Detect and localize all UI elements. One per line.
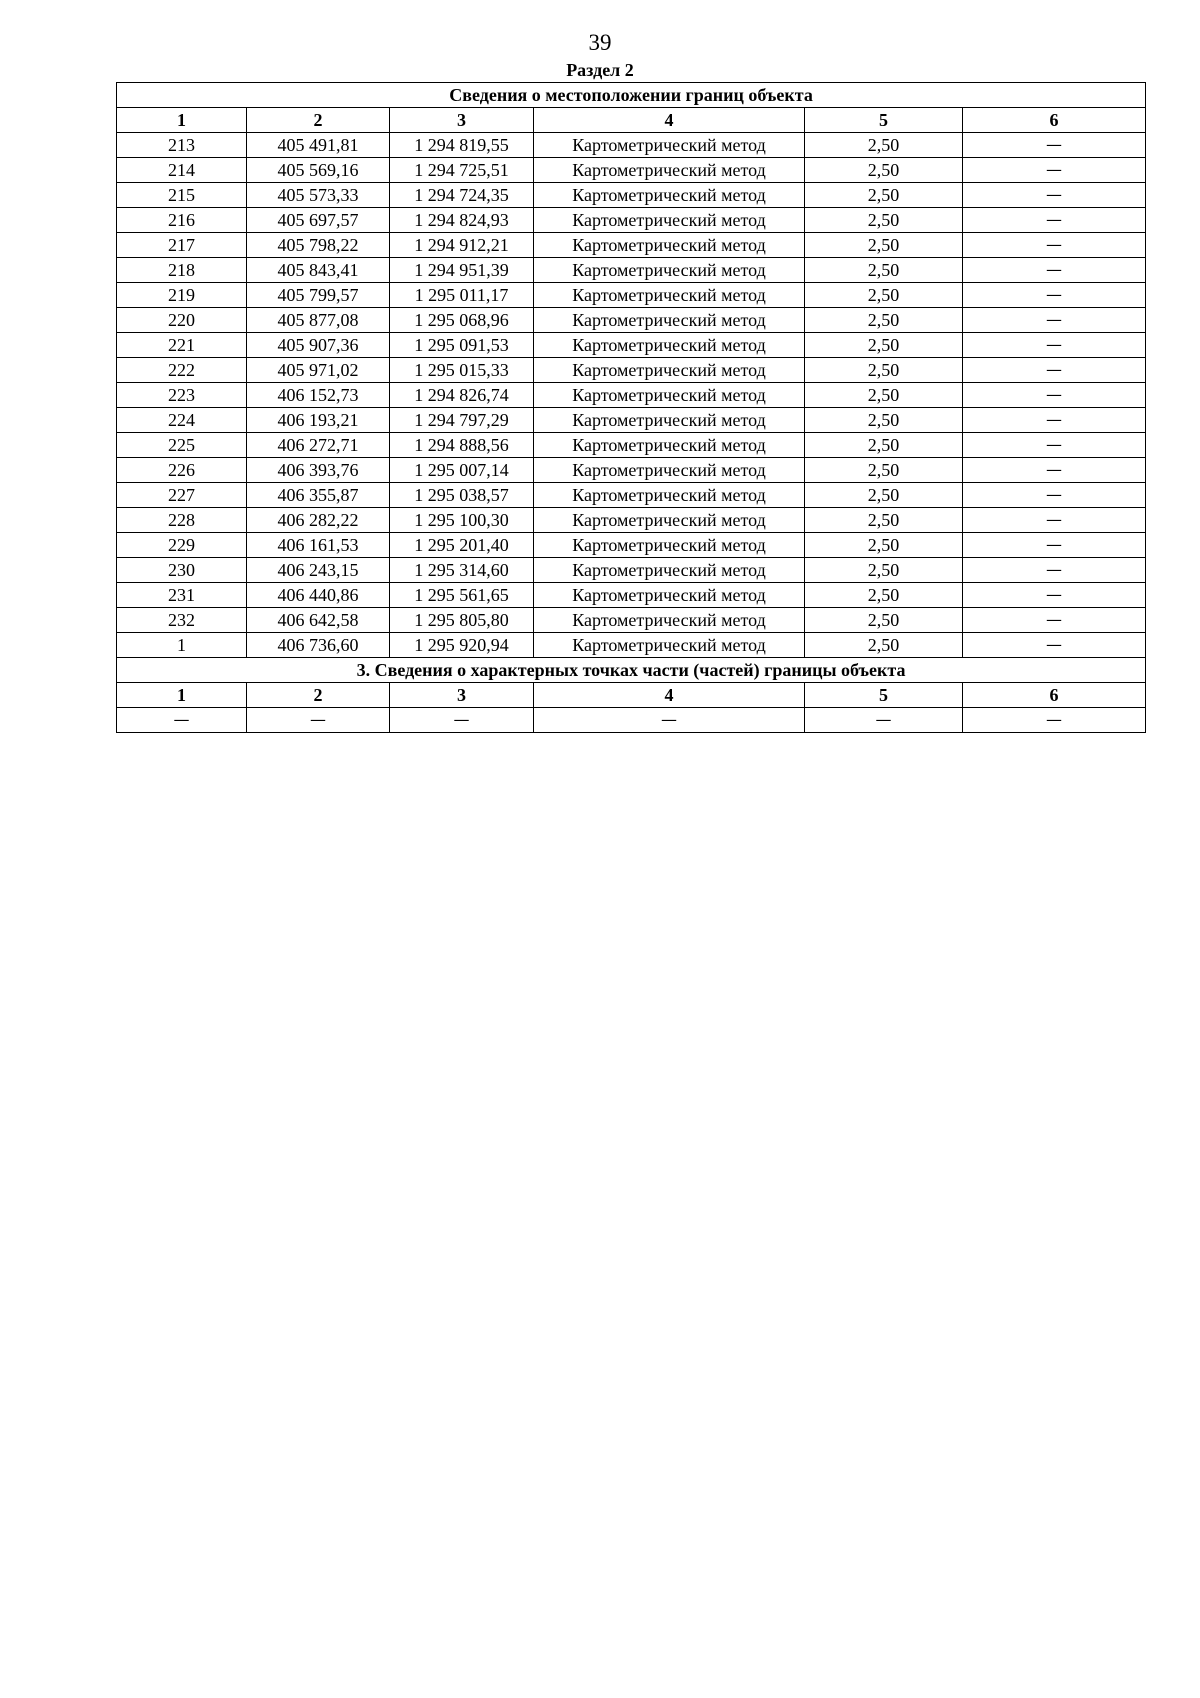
table-cell: — xyxy=(963,558,1146,583)
section3-column-number: 6 xyxy=(963,683,1146,708)
table-cell: 226 xyxy=(117,458,247,483)
column-number: 6 xyxy=(963,108,1146,133)
table-cell: 406 642,58 xyxy=(247,608,390,633)
table-cell: — xyxy=(963,183,1146,208)
table-cell: Картометрический метод xyxy=(534,558,805,583)
table-cell: 405 573,33 xyxy=(247,183,390,208)
table-cell: 1 294 725,51 xyxy=(390,158,534,183)
table-cell: 2,50 xyxy=(805,633,963,658)
table-cell: — xyxy=(963,158,1146,183)
table-cell: — xyxy=(963,533,1146,558)
table-cell: 406 272,71 xyxy=(247,433,390,458)
table-cell: 224 xyxy=(117,408,247,433)
table-cell: Картометрический метод xyxy=(534,158,805,183)
table-cell: — xyxy=(390,708,534,733)
table-cell: Картометрический метод xyxy=(534,233,805,258)
table-row xyxy=(117,458,1146,483)
table-cell: 1 295 068,96 xyxy=(390,308,534,333)
table-cell: 406 193,21 xyxy=(247,408,390,433)
table-row xyxy=(117,583,1146,608)
table-cell: — xyxy=(117,708,247,733)
table-cell: 406 161,53 xyxy=(247,533,390,558)
table-cell: 2,50 xyxy=(805,583,963,608)
table-cell: 2,50 xyxy=(805,608,963,633)
table-row xyxy=(117,308,1146,333)
table-cell: 230 xyxy=(117,558,247,583)
section-title: Раздел 2 xyxy=(566,60,634,80)
table-cell: 406 440,86 xyxy=(247,583,390,608)
table-cell: Картометрический метод xyxy=(534,283,805,308)
table-cell: — xyxy=(963,408,1146,433)
table-row xyxy=(117,133,1146,158)
table-cell: 1 295 091,53 xyxy=(390,333,534,358)
table-cell: Картометрический метод xyxy=(534,608,805,633)
table-cell: 406 355,87 xyxy=(247,483,390,508)
table-row xyxy=(117,383,1146,408)
table-cell: — xyxy=(963,333,1146,358)
table-cell: 223 xyxy=(117,383,247,408)
table-cell: 1 295 805,80 xyxy=(390,608,534,633)
table-cell: 406 393,76 xyxy=(247,458,390,483)
table-cell: 1 295 100,30 xyxy=(390,508,534,533)
table-cell: Картометрический метод xyxy=(534,133,805,158)
section3-title-row xyxy=(117,658,1146,683)
column-number: 5 xyxy=(805,108,963,133)
boundary-table-body xyxy=(117,83,1146,733)
table-cell: 405 697,57 xyxy=(247,208,390,233)
section3-column-number: 3 xyxy=(390,683,534,708)
table-cell: — xyxy=(963,433,1146,458)
table-cell: 406 152,73 xyxy=(247,383,390,408)
table-cell: — xyxy=(963,283,1146,308)
table-cell: 1 295 038,57 xyxy=(390,483,534,508)
table-cell: — xyxy=(247,708,390,733)
table-cell: 405 877,08 xyxy=(247,308,390,333)
table-cell: 1 294 724,35 xyxy=(390,183,534,208)
section3-column-number: 4 xyxy=(534,683,805,708)
column-number: 4 xyxy=(534,108,805,133)
table-row xyxy=(117,558,1146,583)
table-cell: 2,50 xyxy=(805,508,963,533)
page-number: 39 xyxy=(588,30,612,55)
section3-table-row xyxy=(117,708,1146,733)
table-cell: — xyxy=(963,308,1146,333)
table-cell: 1 295 007,14 xyxy=(390,458,534,483)
table-cell: 220 xyxy=(117,308,247,333)
table-row xyxy=(117,633,1146,658)
table-cell: 2,50 xyxy=(805,158,963,183)
table-cell: Картометрический метод xyxy=(534,383,805,408)
table-cell: 1 295 011,17 xyxy=(390,283,534,308)
table-cell: 1 294 951,39 xyxy=(390,258,534,283)
table-cell: — xyxy=(963,133,1146,158)
table-cell: 215 xyxy=(117,183,247,208)
table-cell: — xyxy=(963,358,1146,383)
table-cell: 405 491,81 xyxy=(247,133,390,158)
table-cell: 1 xyxy=(117,633,247,658)
table-cell: 1 294 912,21 xyxy=(390,233,534,258)
table-cell: 2,50 xyxy=(805,483,963,508)
table-row xyxy=(117,533,1146,558)
table-cell: 214 xyxy=(117,158,247,183)
section3-column-number-row xyxy=(117,683,1146,708)
table-cell: Картометрический метод xyxy=(534,183,805,208)
table-cell: 213 xyxy=(117,133,247,158)
table-row xyxy=(117,283,1146,308)
table-cell: 218 xyxy=(117,258,247,283)
table-cell: 228 xyxy=(117,508,247,533)
table-cell: 2,50 xyxy=(805,458,963,483)
table-cell: — xyxy=(963,458,1146,483)
table-cell: Картометрический метод xyxy=(534,208,805,233)
table-cell: 1 294 819,55 xyxy=(390,133,534,158)
table-cell: Картометрический метод xyxy=(534,358,805,383)
column-number-row xyxy=(117,108,1146,133)
table-cell: 1 295 201,40 xyxy=(390,533,534,558)
table-cell: — xyxy=(963,258,1146,283)
table-cell: 405 907,36 xyxy=(247,333,390,358)
table-cell: 2,50 xyxy=(805,383,963,408)
table-cell: Картометрический метод xyxy=(534,533,805,558)
table-cell: 2,50 xyxy=(805,333,963,358)
table-cell: — xyxy=(963,508,1146,533)
column-number: 3 xyxy=(390,108,534,133)
table-row xyxy=(117,483,1146,508)
table-cell: 2,50 xyxy=(805,283,963,308)
table-cell: 2,50 xyxy=(805,433,963,458)
section3-title: 3. Сведения о характерных точках части (частей) границы объекта xyxy=(117,658,1146,683)
table-row xyxy=(117,358,1146,383)
table-cell: 406 736,60 xyxy=(247,633,390,658)
table-cell: 2,50 xyxy=(805,558,963,583)
table-cell: 2,50 xyxy=(805,208,963,233)
table-cell: Картометрический метод xyxy=(534,633,805,658)
table-cell: Картометрический метод xyxy=(534,583,805,608)
table-row xyxy=(117,183,1146,208)
table-cell: Картометрический метод xyxy=(534,308,805,333)
table-cell: 227 xyxy=(117,483,247,508)
table-cell: Картометрический метод xyxy=(534,483,805,508)
table-cell: 2,50 xyxy=(805,408,963,433)
table-cell: 231 xyxy=(117,583,247,608)
table-cell: 2,50 xyxy=(805,533,963,558)
table-row xyxy=(117,408,1146,433)
table-cell: 1 295 314,60 xyxy=(390,558,534,583)
table-cell: 222 xyxy=(117,358,247,383)
table-cell: Картометрический метод xyxy=(534,508,805,533)
table-cell: — xyxy=(963,708,1146,733)
table-cell: 2,50 xyxy=(805,308,963,333)
table-cell: 405 799,57 xyxy=(247,283,390,308)
table-cell: 216 xyxy=(117,208,247,233)
table-cell: Картометрический метод xyxy=(534,408,805,433)
table-cell: 2,50 xyxy=(805,133,963,158)
table-cell: Картометрический метод xyxy=(534,258,805,283)
table-row xyxy=(117,258,1146,283)
table-row xyxy=(117,608,1146,633)
table-cell: 2,50 xyxy=(805,233,963,258)
table-cell: 221 xyxy=(117,333,247,358)
table-cell: — xyxy=(963,233,1146,258)
table-cell: 225 xyxy=(117,433,247,458)
table-cell: — xyxy=(805,708,963,733)
table-cell: 406 243,15 xyxy=(247,558,390,583)
table-cell: 1 295 920,94 xyxy=(390,633,534,658)
table-cell: — xyxy=(963,208,1146,233)
table-cell: 2,50 xyxy=(805,358,963,383)
table-cell: 406 282,22 xyxy=(247,508,390,533)
table-cell: 229 xyxy=(117,533,247,558)
table-cell: 232 xyxy=(117,608,247,633)
table-cell: — xyxy=(963,383,1146,408)
column-number: 1 xyxy=(117,108,247,133)
table-cell: 1 294 797,29 xyxy=(390,408,534,433)
table-row xyxy=(117,208,1146,233)
table-cell: 405 798,22 xyxy=(247,233,390,258)
table-row xyxy=(117,433,1146,458)
table-cell: 1 295 015,33 xyxy=(390,358,534,383)
table-cell: 405 971,02 xyxy=(247,358,390,383)
table-cell: 405 569,16 xyxy=(247,158,390,183)
column-number: 2 xyxy=(247,108,390,133)
table-cell: Картометрический метод xyxy=(534,333,805,358)
table-title-row xyxy=(117,83,1146,108)
table-cell: — xyxy=(534,708,805,733)
table-cell: Картометрический метод xyxy=(534,433,805,458)
table-cell: 405 843,41 xyxy=(247,258,390,283)
table-row xyxy=(117,158,1146,183)
table-row xyxy=(117,233,1146,258)
table-cell: — xyxy=(963,483,1146,508)
section3-column-number: 2 xyxy=(247,683,390,708)
table-cell: 2,50 xyxy=(805,183,963,208)
table-row xyxy=(117,508,1146,533)
section3-column-number: 1 xyxy=(117,683,247,708)
table-cell: 1 294 888,56 xyxy=(390,433,534,458)
table-cell: Картометрический метод xyxy=(534,458,805,483)
table-cell: — xyxy=(963,633,1146,658)
table-cell: — xyxy=(963,608,1146,633)
section3-column-number: 5 xyxy=(805,683,963,708)
table-cell: 219 xyxy=(117,283,247,308)
table-row xyxy=(117,333,1146,358)
table-cell: 1 294 824,93 xyxy=(390,208,534,233)
table-cell: 217 xyxy=(117,233,247,258)
table-cell: 1 295 561,65 xyxy=(390,583,534,608)
table-cell: — xyxy=(963,583,1146,608)
table-cell: 1 294 826,74 xyxy=(390,383,534,408)
boundary-table xyxy=(116,82,1146,733)
table-title: Сведения о местоположении границ объекта xyxy=(117,83,1146,108)
table-cell: 2,50 xyxy=(805,258,963,283)
